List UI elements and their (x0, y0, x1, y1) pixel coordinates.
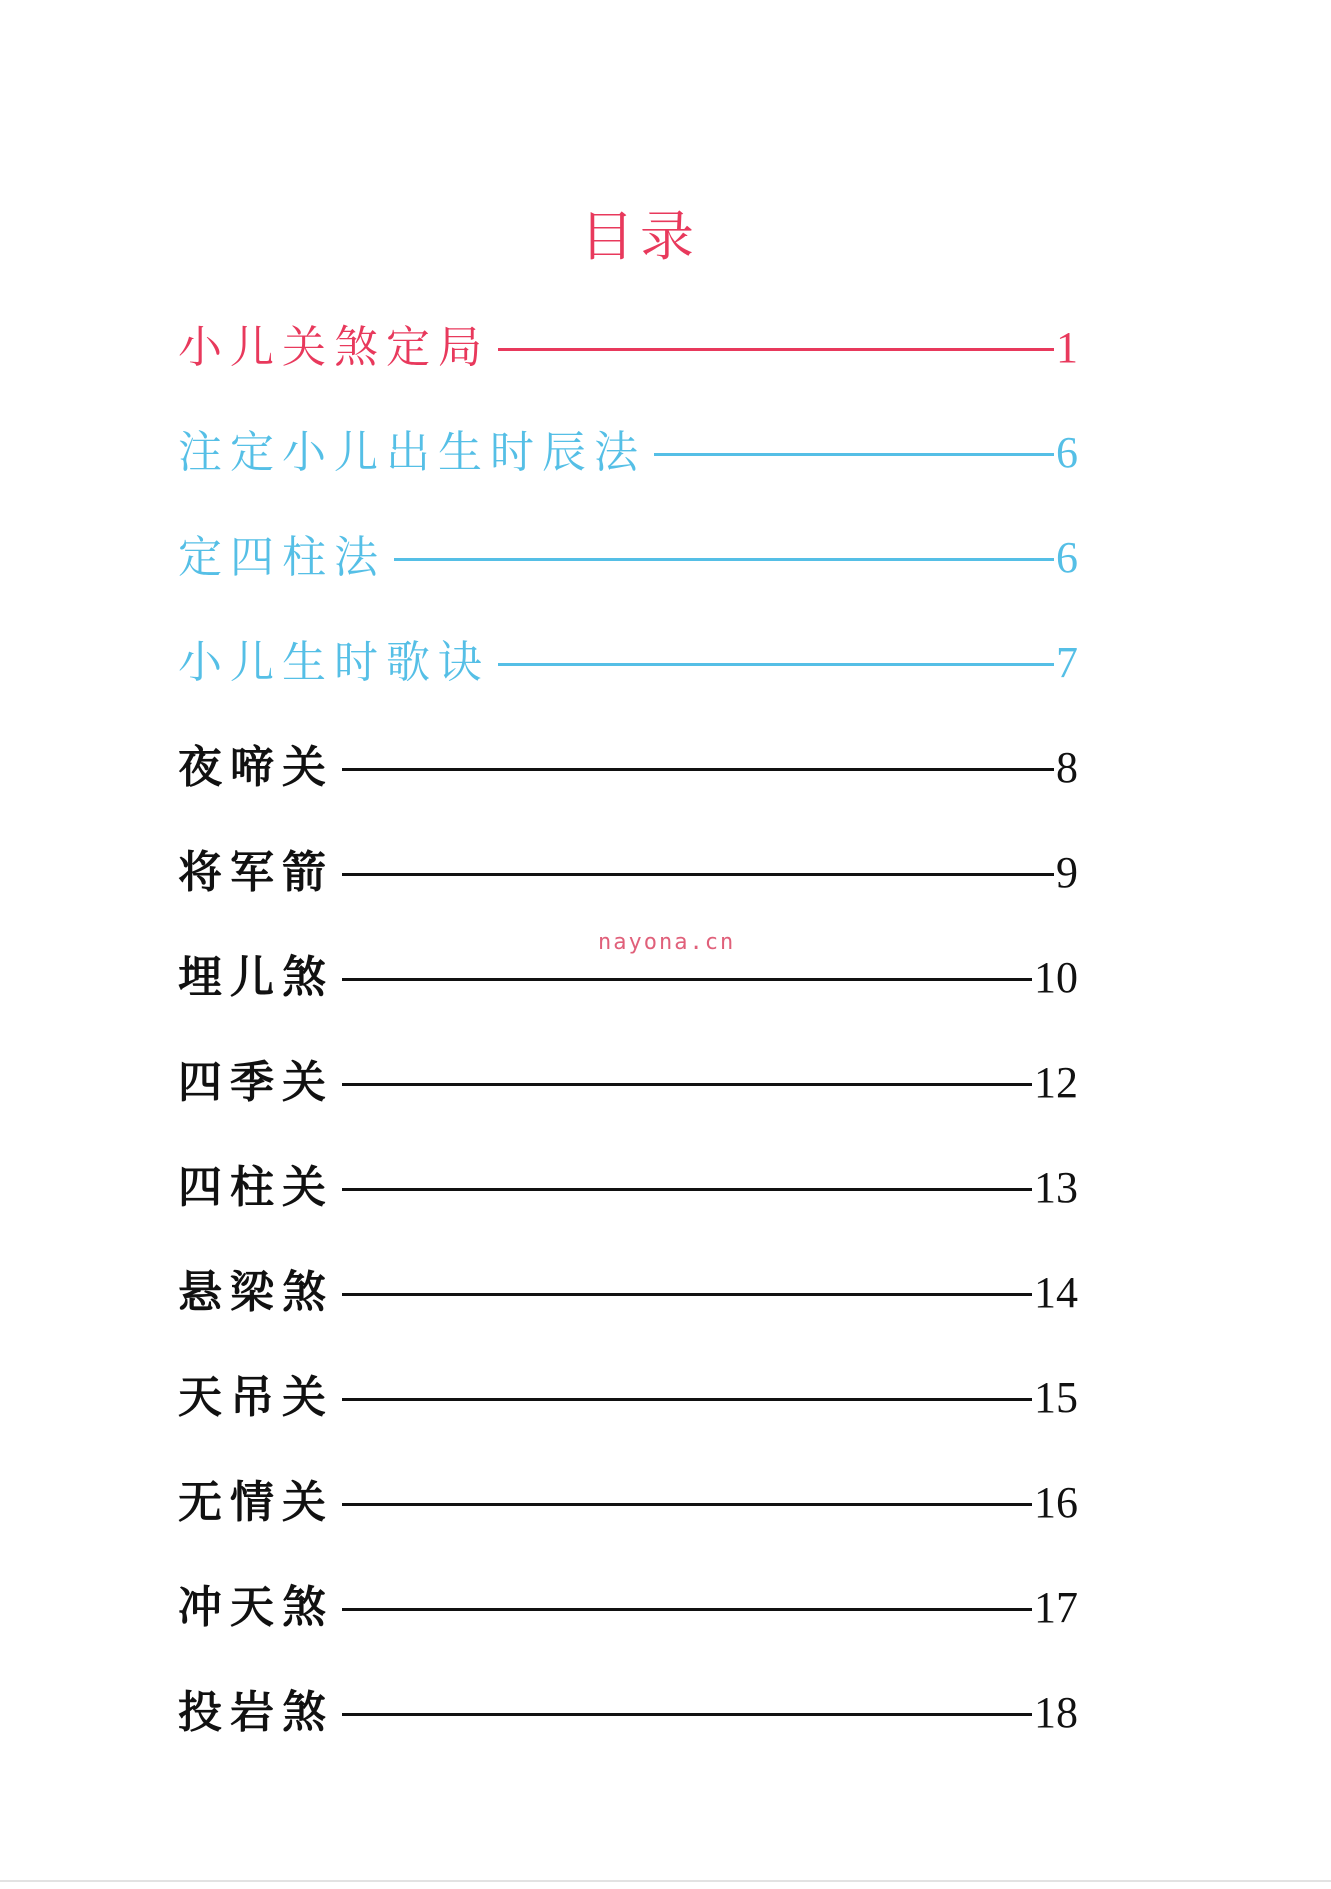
toc-page-number: 15 (1034, 1373, 1078, 1422)
toc-entry[interactable] (178, 1053, 1078, 1113)
toc-entry[interactable] (178, 1158, 1078, 1218)
toc-page-number: 6 (1056, 533, 1078, 582)
toc-leader-line (342, 1503, 1032, 1506)
toc-leader-line (342, 1713, 1032, 1716)
toc-entry-label: 埋儿煞 (178, 952, 334, 1003)
toc-entry[interactable] (178, 318, 1078, 378)
toc-leader-line (498, 348, 1054, 351)
toc-leader-line (654, 453, 1054, 456)
toc-leader-line (342, 873, 1054, 876)
toc-page-number: 7 (1056, 638, 1078, 687)
toc-page-number: 18 (1034, 1688, 1078, 1737)
toc-entry-label: 夜啼关 (178, 742, 334, 793)
toc-entry-label: 小儿关煞定局 (178, 322, 490, 373)
toc-page-number: 9 (1056, 848, 1078, 897)
toc-page-number: 16 (1034, 1478, 1078, 1527)
toc-entry-label: 四季关 (178, 1057, 334, 1108)
toc-leader-line (394, 558, 1054, 561)
watermark-text: nayona.cn (598, 930, 736, 955)
toc-page-number: 17 (1034, 1583, 1078, 1632)
toc-page-number: 13 (1034, 1163, 1078, 1212)
toc-entry-label: 四柱关 (178, 1162, 334, 1213)
toc-leader-line (342, 978, 1032, 981)
toc-entry-label: 无情关 (178, 1477, 334, 1528)
toc-entry-label: 注定小儿出生时辰法 (178, 427, 646, 478)
toc-leader-line (342, 1083, 1032, 1086)
toc-entry-label: 天吊关 (178, 1372, 334, 1423)
toc-entry[interactable] (178, 1578, 1078, 1638)
toc-entry[interactable] (178, 1263, 1078, 1323)
toc-entry[interactable] (178, 528, 1078, 588)
toc-entry[interactable] (178, 948, 1078, 1008)
toc-entry-label: 冲天煞 (178, 1582, 334, 1633)
toc-leader-line (342, 1188, 1032, 1191)
toc-entry[interactable] (178, 1368, 1078, 1428)
toc-leader-line (342, 1293, 1032, 1296)
toc-leader-line (498, 663, 1054, 666)
toc-entry[interactable] (178, 633, 1078, 693)
toc-entry[interactable] (178, 1683, 1078, 1743)
toc-leader-line (342, 1608, 1032, 1611)
toc-entry[interactable] (178, 843, 1078, 903)
toc-entry-label: 投岩煞 (178, 1687, 334, 1738)
toc-entry-label: 悬梁煞 (178, 1267, 334, 1318)
toc-entry-label: 小儿生时歌诀 (178, 637, 490, 688)
toc-entry[interactable] (178, 423, 1078, 483)
toc-page-number: 12 (1034, 1058, 1078, 1107)
toc-leader-line (342, 1398, 1032, 1401)
bottom-divider (0, 1880, 1331, 1882)
toc-page-number: 10 (1034, 953, 1078, 1002)
toc-entry-label: 定四柱法 (178, 532, 386, 583)
toc-entry[interactable] (178, 1473, 1078, 1533)
toc-page-number: 6 (1056, 428, 1078, 477)
toc-page-number: 1 (1056, 323, 1078, 372)
toc-entry[interactable] (178, 738, 1078, 798)
toc-page-number: 14 (1034, 1268, 1078, 1317)
page-title: 目录 (580, 205, 700, 268)
toc-page-number: 8 (1056, 743, 1078, 792)
toc-leader-line (342, 768, 1054, 771)
toc-entry-label: 将军箭 (178, 847, 334, 898)
